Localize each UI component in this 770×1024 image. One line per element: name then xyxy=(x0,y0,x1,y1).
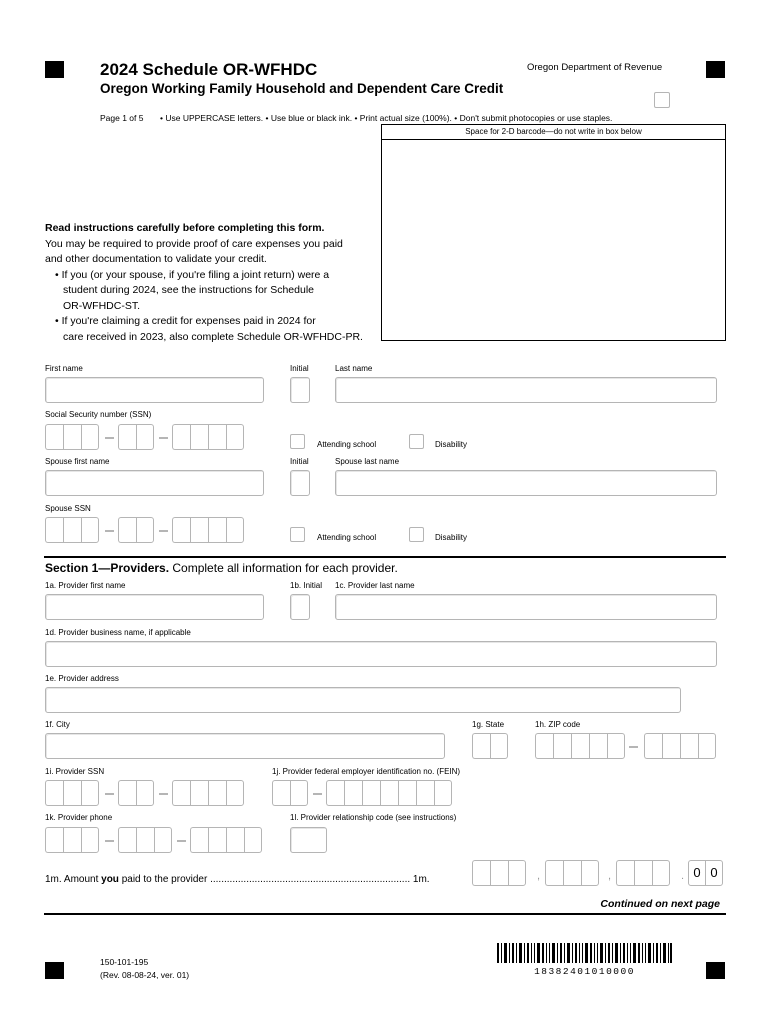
provider-business-name-field[interactable] xyxy=(45,641,717,667)
spouse-ssn-dash-2 xyxy=(159,530,168,532)
section-1-heading-bold: Section 1—Providers. xyxy=(45,561,170,575)
spouse-ssn-field-part-1[interactable] xyxy=(45,517,99,543)
form-subtitle: Oregon Working Family Household and Dependent Care Credit xyxy=(100,81,504,96)
provider-phone-label: 1k. Provider phone xyxy=(45,813,113,822)
spouse-attending-school-label: Attending school xyxy=(317,533,377,542)
provider-city-field[interactable] xyxy=(45,733,445,759)
bullet-1a: • If you (or your spouse, if you're filing a joint return) were a xyxy=(55,268,330,281)
provider-state-field[interactable] xyxy=(472,733,508,759)
provider-zip-label: 1h. ZIP code xyxy=(535,720,581,729)
provider-zip-field-part-2[interactable] xyxy=(644,733,716,759)
spouse-last-name-label: Spouse last name xyxy=(335,457,400,466)
amended-checkbox[interactable] xyxy=(654,92,670,108)
barcode-note-text: Space for 2-D barcode—do not write in box below xyxy=(465,127,642,136)
amount-comma-2: , xyxy=(608,870,612,882)
continued-note: Continued on next page xyxy=(600,898,720,910)
section-1-bottom-divider xyxy=(44,913,726,915)
spouse-ssn-dash-1 xyxy=(105,530,114,532)
provider-phone-dash-2 xyxy=(177,840,186,842)
barcode-area xyxy=(381,139,726,341)
amount-paid-label-pre: 1m. Amount xyxy=(45,874,102,885)
first-name-label: First name xyxy=(45,364,83,373)
provider-relationship-label: 1l. Provider relationship code (see instructions) xyxy=(290,813,457,822)
amount-comma-1: , xyxy=(537,870,541,882)
spouse-disability-label: Disability xyxy=(435,533,468,542)
spouse-first-name-field[interactable] xyxy=(45,470,264,496)
initial-label: Initial xyxy=(290,364,309,373)
amount-paid-label-post: paid to the provider ........................................................................ 1m. xyxy=(118,874,430,885)
provider-fein-field-part-1[interactable] xyxy=(272,780,308,806)
provider-last-name-label: 1c. Provider last name xyxy=(335,581,415,590)
provider-ssn-field-part-3[interactable] xyxy=(172,780,244,806)
spouse-initial-label: Initial xyxy=(290,457,309,466)
last-name-label: Last name xyxy=(335,364,373,373)
ssn-label: Social Security number (SSN) xyxy=(45,410,152,419)
provider-ssn-field-part-2[interactable] xyxy=(118,780,154,806)
attending-school-label: Attending school xyxy=(317,440,377,449)
provider-ssn-dash-2 xyxy=(159,793,168,795)
provider-ssn-label: 1i. Provider SSN xyxy=(45,767,105,776)
read-heading: Read instructions carefully before completing this form. xyxy=(45,222,325,234)
first-name-field[interactable] xyxy=(45,377,264,403)
provider-initial-field[interactable] xyxy=(290,594,310,620)
provider-zip-dash xyxy=(629,746,638,748)
read-line-2: and other documentation to validate your credit. xyxy=(45,253,267,265)
section-1-heading xyxy=(45,561,398,575)
registration-mark-top-left xyxy=(45,61,64,78)
last-name-field[interactable] xyxy=(335,377,717,403)
provider-first-name-label: 1a. Provider first name xyxy=(45,581,126,590)
spouse-first-name-label: Spouse first name xyxy=(45,457,110,466)
provider-phone-field-part-1[interactable] xyxy=(45,827,99,853)
spouse-ssn-field-part-3[interactable] xyxy=(172,517,244,543)
ssn-field-part-3[interactable] xyxy=(172,424,244,450)
provider-phone-field-part-2[interactable] xyxy=(118,827,172,853)
barcode xyxy=(497,943,672,963)
spouse-attending-school-checkbox[interactable] xyxy=(290,527,305,542)
ssn-field-part-1[interactable] xyxy=(45,424,99,450)
read-line-1: You may be required to provide proof of care expenses you paid xyxy=(45,237,343,250)
provider-last-name-field[interactable] xyxy=(335,594,717,620)
provider-phone-field-part-3[interactable] xyxy=(190,827,262,853)
form-revision: (Rev. 08-08-24, ver. 01) xyxy=(100,970,190,980)
read-instructions xyxy=(45,221,380,345)
page-number: Page 1 of 5 xyxy=(100,113,144,123)
provider-business-name-label: 1d. Provider business name, if applicable xyxy=(45,628,191,637)
spouse-initial-field[interactable] xyxy=(290,470,310,496)
disability-checkbox[interactable] xyxy=(409,434,424,449)
provider-relationship-field[interactable] xyxy=(290,827,327,853)
ssn-dash-2 xyxy=(159,437,168,439)
form-number: 150-101-195 xyxy=(100,957,149,967)
registration-mark-bottom-right xyxy=(706,962,725,979)
disability-label: Disability xyxy=(435,440,468,449)
provider-ssn-field-part-1[interactable] xyxy=(45,780,99,806)
registration-mark-bottom-left xyxy=(45,962,64,979)
bullet-2b: care received in 2023, also complete Schedule OR-WFHDC-PR. xyxy=(63,330,363,343)
provider-address-label: 1e. Provider address xyxy=(45,674,119,683)
bullet-1c: OR-WFHDC-ST. xyxy=(63,299,140,312)
spouse-ssn-label: Spouse SSN xyxy=(45,504,91,513)
amount-paid-label-you: you xyxy=(101,874,119,885)
provider-fein-dash xyxy=(313,793,322,795)
section-1-heading-rest: Complete all information for each provider. xyxy=(169,561,398,575)
provider-initial-label: 1b. Initial xyxy=(290,581,323,590)
barcode-number: 18382401010000 xyxy=(534,966,635,977)
provider-city-label: 1f. City xyxy=(45,720,70,729)
bullet-1b: student during 2024, see the instructions for Schedule xyxy=(63,284,314,296)
amount-cents-2: 0 xyxy=(705,860,723,886)
barcode-note xyxy=(381,124,726,140)
form-title: 2024 Schedule OR-WFHDC xyxy=(100,60,318,79)
initial-field[interactable] xyxy=(290,377,310,403)
amount-paid-field-part-2[interactable] xyxy=(545,860,599,886)
amount-paid-field-part-1[interactable] xyxy=(472,860,526,886)
spouse-disability-checkbox[interactable] xyxy=(409,527,424,542)
provider-phone-dash-1 xyxy=(105,840,114,842)
ssn-field-part-2[interactable] xyxy=(118,424,154,450)
ssn-dash-1 xyxy=(105,437,114,439)
section-1-divider xyxy=(44,556,726,558)
provider-address-field[interactable] xyxy=(45,687,681,713)
amount-decimal-point: . xyxy=(681,870,685,882)
provider-ssn-dash-1 xyxy=(105,793,114,795)
amount-cents-1: 0 xyxy=(688,860,706,886)
provider-state-label: 1g. State xyxy=(472,720,505,729)
provider-fein-label: 1j. Provider federal employer identification no. (FEIN) xyxy=(272,767,461,776)
form-instructions: • Use UPPERCASE letters. • Use blue or black ink. • Print actual size (100%). • Don't submit photocopies or use staples. xyxy=(160,113,613,123)
provider-zip-field-part-1[interactable] xyxy=(535,733,625,759)
spouse-last-name-field[interactable] xyxy=(335,470,717,496)
amount-paid-field-part-3[interactable] xyxy=(616,860,670,886)
agency-name: Oregon Department of Revenue xyxy=(527,62,663,73)
bullet-2a: • If you're claiming a credit for expenses paid in 2024 for xyxy=(55,315,316,327)
amount-paid-label xyxy=(45,874,430,885)
attending-school-checkbox[interactable] xyxy=(290,434,305,449)
registration-mark-top-right xyxy=(706,61,725,78)
spouse-ssn-field-part-2[interactable] xyxy=(118,517,154,543)
provider-fein-field-part-2[interactable] xyxy=(326,780,452,806)
provider-first-name-field[interactable] xyxy=(45,594,264,620)
